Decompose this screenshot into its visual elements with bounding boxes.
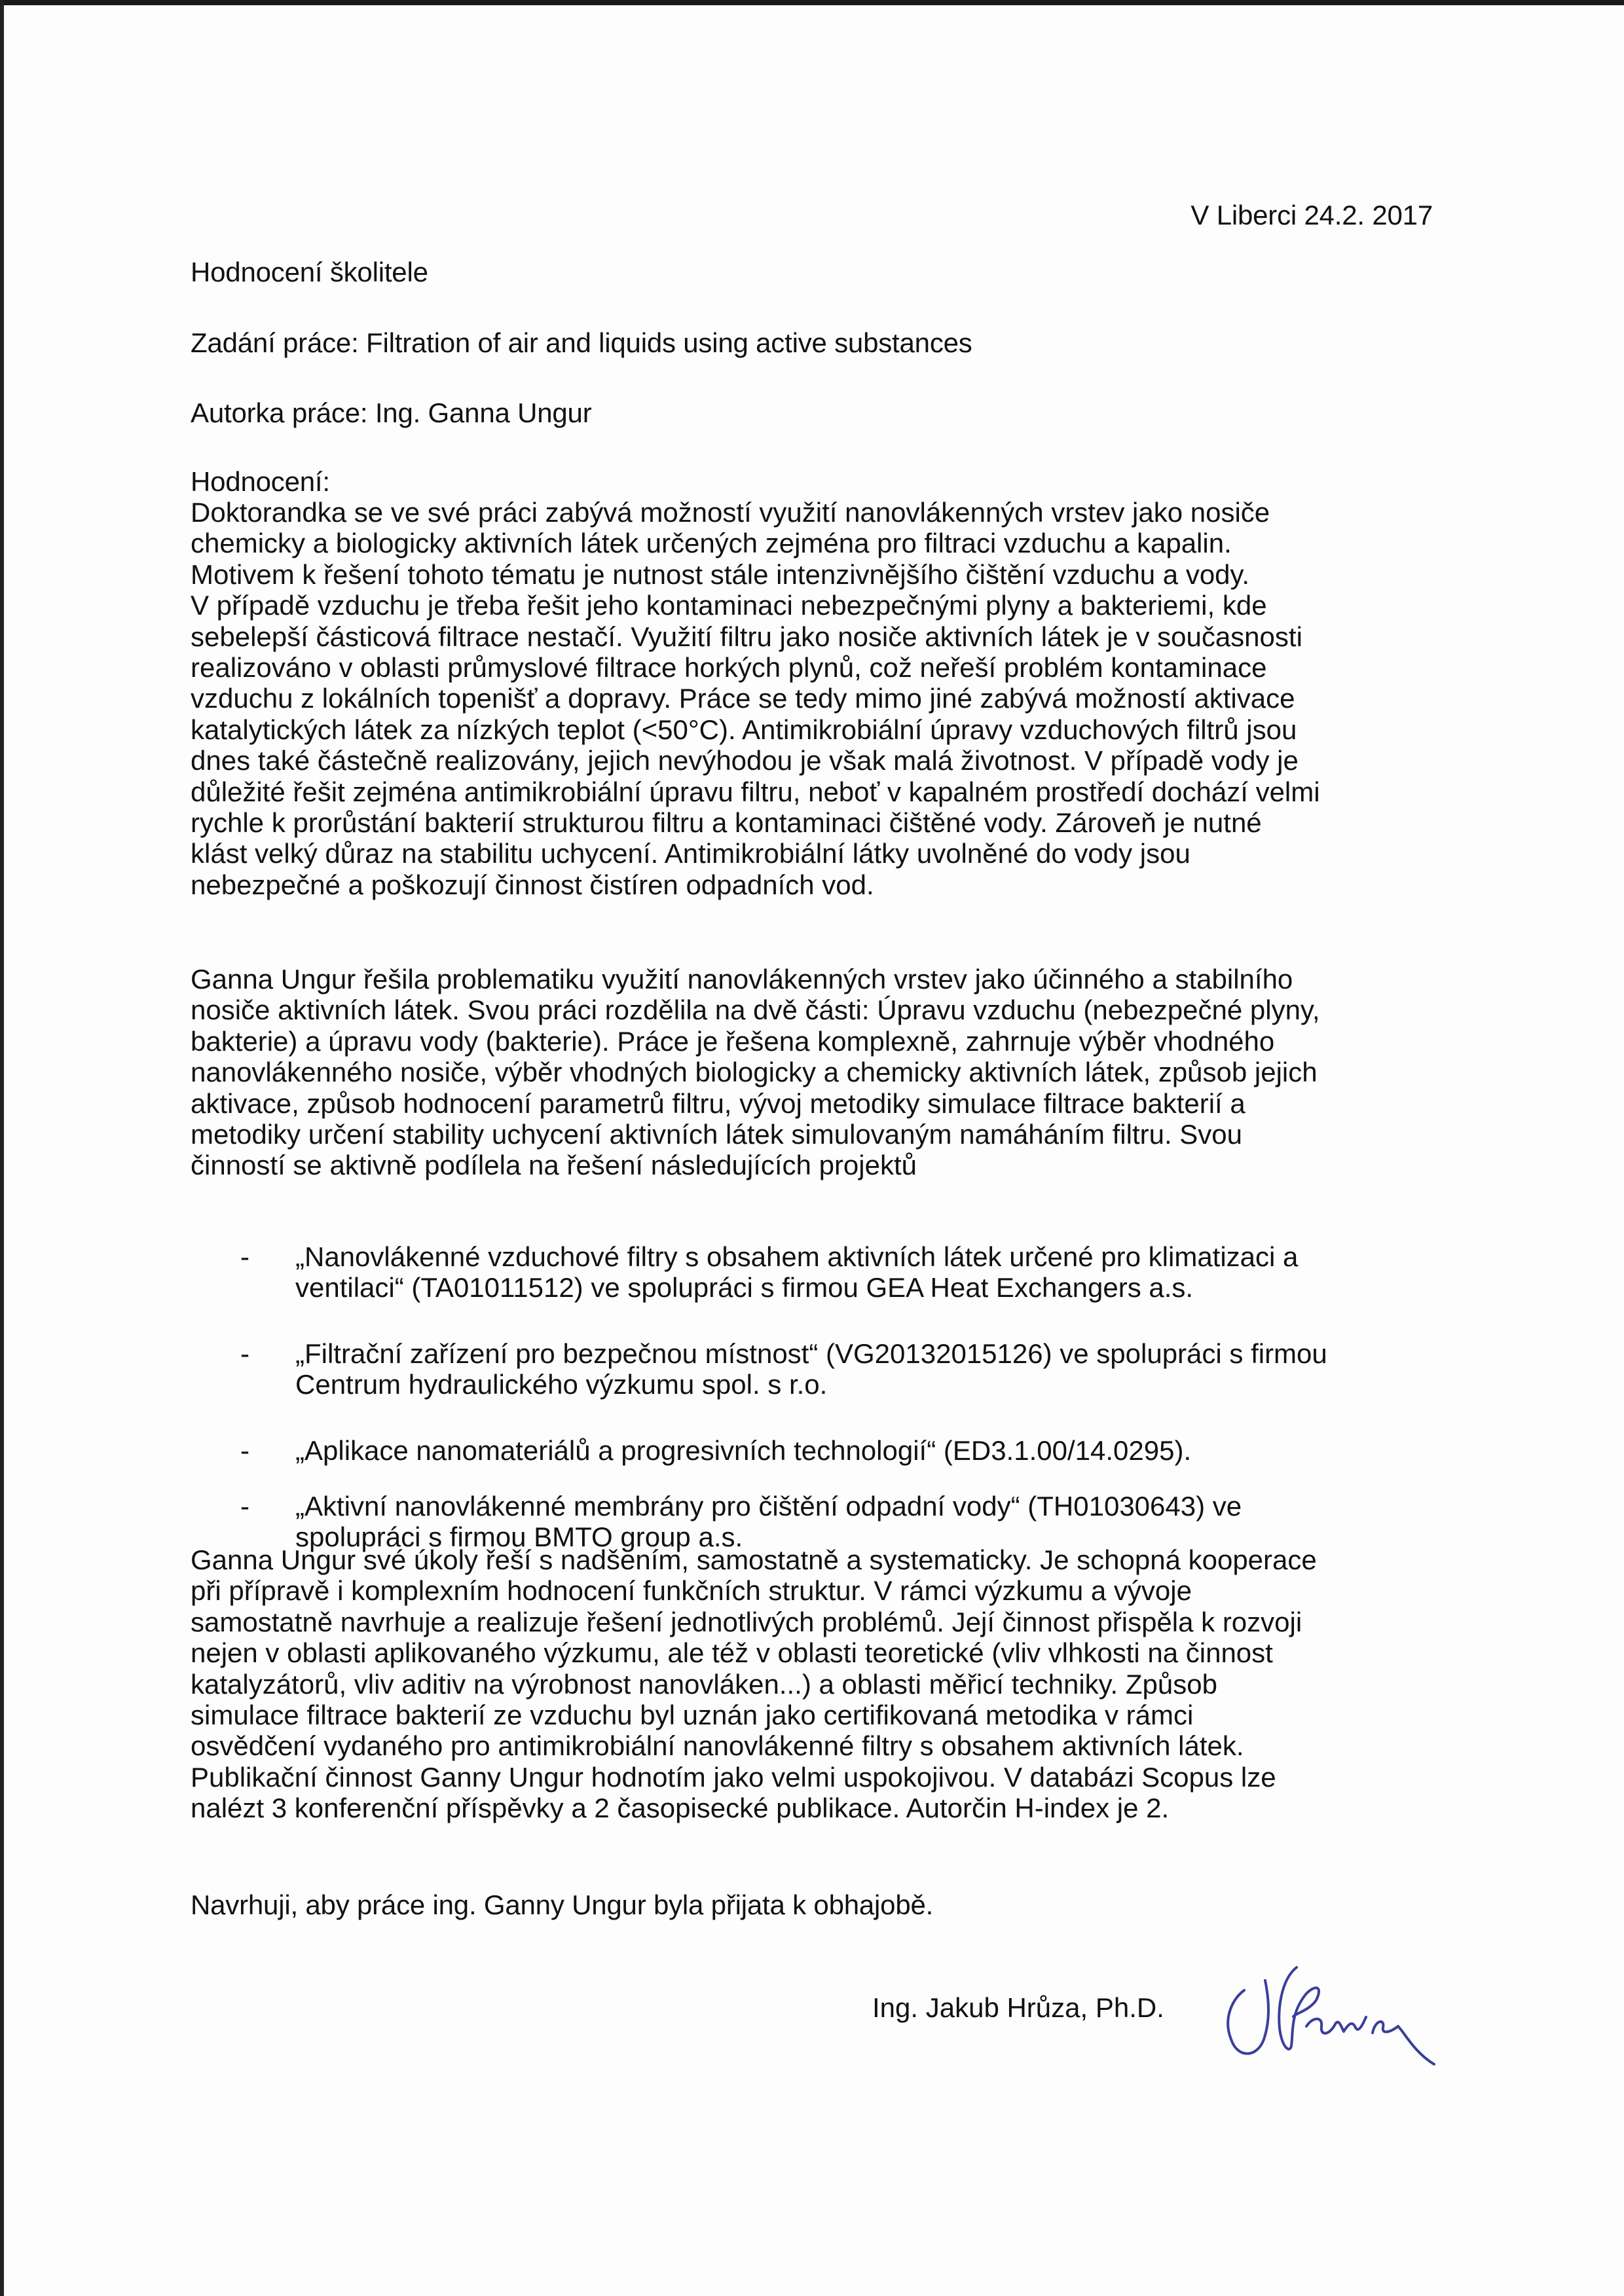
project-text-line: Centrum hydraulického výzkumu spol. s r.o. <box>295 1369 828 1400</box>
paragraph-line: simulace filtrace bakterií ze vzduchu byl uznán jako certifikovaná metodika v rámci <box>191 1700 1194 1731</box>
document-title: Hodnocení školitele <box>191 257 428 287</box>
paragraph-line: nanovlákenného nosiče, výběr vhodných biologicky a chemicky aktivních látek, způsob jejich <box>191 1057 1318 1088</box>
paragraph-line: Ganna Ungur řešila problematiku využití nanovlákenných vrstev jako účinného a stabilního <box>191 964 1293 994</box>
project-text-line: spolupráci s firmou BMTO group a.s. <box>295 1522 743 1553</box>
paragraph-line: nejen v oblasti aplikovaného výzkumu, ale též v oblasti teoretické (vliv vlhkosti na činnost <box>191 1637 1273 1669</box>
paragraph-line: důležité řešit zejména antimikrobiální úpravu filtru, neboť v kapalném prostředí dochází velmi <box>191 776 1320 807</box>
paragraph-line: katalytických látek za nízkých teplot (<50°C). Antimikrobiální úpravy vzduchových filtrů jsou <box>191 714 1297 745</box>
assignment-line: Zadání práce: Filtration of air and liquids using active substances <box>191 327 972 358</box>
paragraph-line: metodiky určení stability uchycení aktivních látek simulovaným namáháním filtru. Svou <box>191 1119 1243 1150</box>
paragraph-assessment <box>191 1544 1435 1824</box>
paragraph-line: realizováno v oblasti průmyslové filtrace horkých plynů, což neřeší problém kontaminace <box>191 652 1267 683</box>
paragraph-motivation <box>191 497 1435 900</box>
paragraph-line: Doktorandka se ve své práci zabývá možností využití nanovlákenných vrstev jako nosiče <box>191 497 1270 528</box>
paragraph-line: při přípravě i komplexním hodnocení funkčních struktur. V rámci výzkumu a vývoje <box>191 1575 1192 1607</box>
paragraph-line: nalézt 3 konferenční příspěvky a 2 časopisecké publikace. Autorčin H-index je 2. <box>191 1793 1170 1824</box>
paragraph-line: dnes také částečně realizovány, jejich nevýhodou je však malá životnost. V případě vody je <box>191 745 1299 776</box>
paragraph-line: Motivem k řešení tohoto tématu je nutnost stále intenzivnějšího čištění vzduchu a vody. <box>191 558 1250 590</box>
recommendation: Navrhuji, aby práce ing. Ganny Ungur byla přijata k obhajobě. <box>191 1889 934 1920</box>
paragraph-line: samostatně navrhuje a realizuje řešení jednotlivých problémů. Její činnost přispěla k rozvoji <box>191 1606 1302 1637</box>
paragraph-line: Ganna Ungur své úkoly řeší s nadšením, samostatně a systematicky. Je schopná kooperace <box>191 1544 1317 1575</box>
handwritten-signature <box>1218 1954 1454 2075</box>
paragraph-work-summary <box>191 964 1435 1181</box>
project-text-line: „Filtrační zařízení pro bezpečnou místnost“ (VG20132015126) ve spolupráci s firmou <box>295 1338 1327 1369</box>
paragraph-line: sebelepší částicová filtrace nestačí. Využití filtru jako nosiče aktivních látek je v současnosti <box>191 621 1302 652</box>
paragraph-line: Publikační činnost Ganny Ungur hodnotím jako velmi uspokojivou. V databázi Scopus lze <box>191 1761 1276 1793</box>
paragraph-line: aktivace, způsob hodnocení parametrů filtru, vývoj metodiky simulace filtrace bakterií a <box>191 1087 1246 1119</box>
paragraph-line: katalyzátorů, vliv aditiv na výrobnost nanovláken...) a oblasti měřicí techniky. Způsob <box>191 1668 1217 1700</box>
paragraph-line: klást velký důraz na stabilitu uchycení. Antimikrobiální látky uvolněné do vody jsou <box>191 838 1190 869</box>
paragraph-line: vzduchu z lokálních topenišť a dopravy. Práce se tedy mimo jiné zabývá možností aktivace <box>191 683 1295 714</box>
paragraph-line: V případě vzduchu je třeba řešit jeho kontaminaci nebezpečnými plyny a bakteriemi, kde <box>191 590 1267 621</box>
paragraph-line: nosiče aktivních látek. Svou práci rozdělila na dvě části: Úpravu vzduchu (nebezpečné plyny, <box>191 994 1320 1026</box>
project-text-line: ventilaci“ (TA01011512) ve spolupráci s firmou GEA Heat Exchangers a.s. <box>295 1272 1194 1303</box>
evaluation-label: Hodnocení: <box>191 466 330 497</box>
paragraph-line: rychle k prorůstání bakterií strukturou filtru a kontaminaci čištěné vody. Zároveň je nutné <box>191 807 1262 839</box>
paragraph-line: bakterie) a úpravu vody (bakterie). Práce je řešena komplexně, zahrnuje výběr vhodného <box>191 1025 1275 1057</box>
project-text-line: „Aplikace nanomateriálů a progresivních technologií“ (ED3.1.00/14.0295). <box>295 1435 1192 1466</box>
dash-bullet-icon: - <box>240 1338 249 1369</box>
paragraph-line: chemicky a biologicky aktivních látek určených zejména pro filtraci vzduchu a kapalin. <box>191 528 1232 559</box>
signature-scribble-icon <box>1218 1954 1454 2072</box>
dash-bullet-icon: - <box>240 1491 249 1522</box>
project-text-line: „Nanovlákenné vzduchové filtry s obsahem aktivních látek určené pro klimatizaci a <box>295 1241 1299 1272</box>
signer-name: Ing. Jakub Hrůza, Ph.D. <box>872 1992 1164 2023</box>
paragraph-line: nebezpečné a poškozují činnost čistíren odpadních vod. <box>191 869 874 900</box>
dash-bullet-icon: - <box>240 1435 249 1466</box>
project-text-line: „Aktivní nanovlákenné membrány pro čištění odpadní vody“ (TH01030643) ve <box>295 1491 1242 1522</box>
date-line: V Liberci 24.2. 2017 <box>1190 200 1433 230</box>
paragraph-line: osvědčení vydaného pro antimikrobiální nanovlákenné filtry s obsahem aktivních látek. <box>191 1730 1244 1762</box>
dash-bullet-icon: - <box>240 1241 249 1272</box>
paragraph-line: činností se aktivně podílela na řešení následujících projektů <box>191 1150 917 1181</box>
author-line: Autorka práce: Ing. Ganna Ungur <box>191 397 592 428</box>
